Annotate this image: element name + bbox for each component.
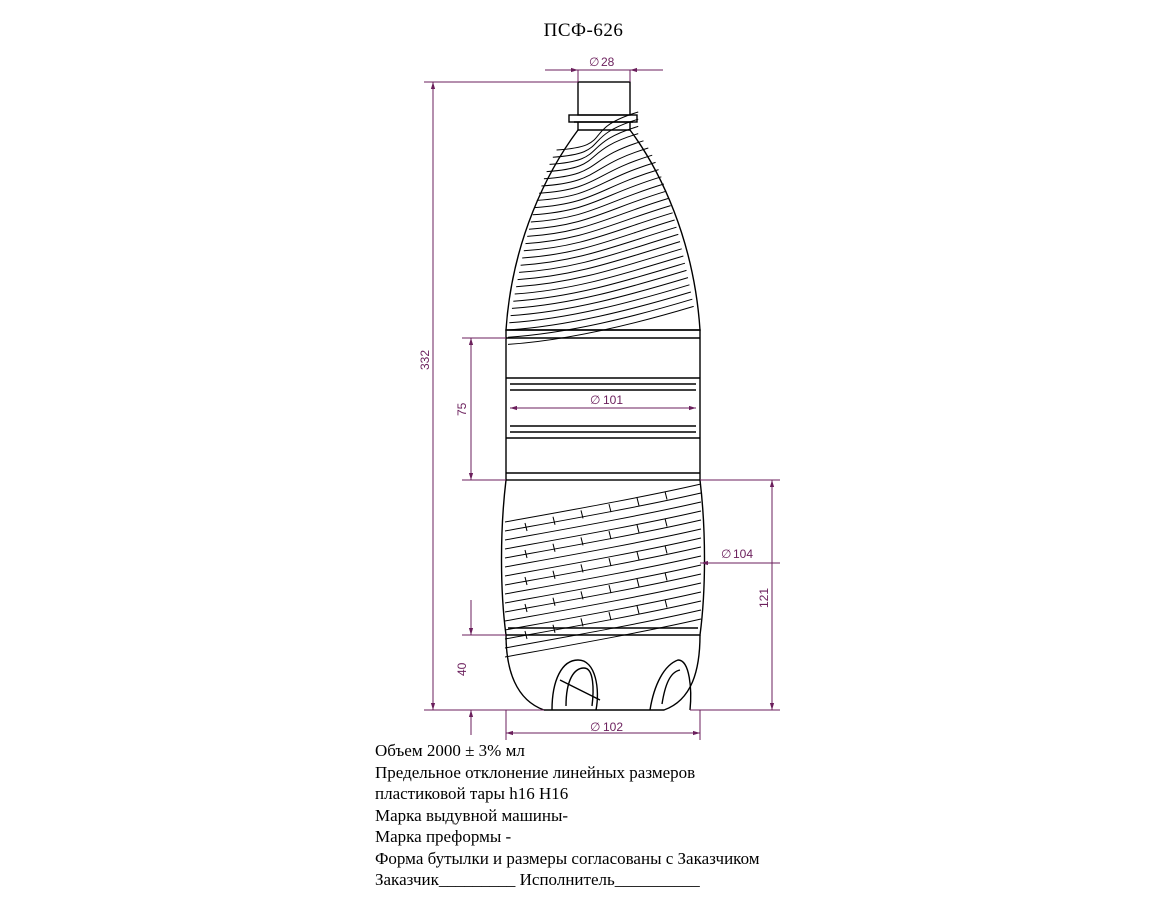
grip-rib-notch xyxy=(637,606,639,614)
bottle-shoulder xyxy=(506,130,700,330)
shoulder-rib xyxy=(509,285,689,323)
grip-rib-notch xyxy=(553,517,555,525)
shoulder-rib xyxy=(539,155,652,193)
grip-rib-notch xyxy=(609,558,611,566)
shoulder-rib xyxy=(516,249,682,287)
tolerance-note-line1: Предельное отклонение линейных размеров xyxy=(375,762,696,782)
grip-rib xyxy=(505,502,701,540)
volume-note: Объем 2000 ± 3% мл xyxy=(375,741,525,760)
shoulder-rib xyxy=(512,270,687,308)
base-height-label: 40 xyxy=(455,662,469,676)
svg-text:102: 102 xyxy=(603,720,624,734)
shoulder-rib xyxy=(535,170,659,208)
grip-rib-notch xyxy=(609,585,611,593)
grip-rib-notch xyxy=(665,492,667,500)
grip-rib-notch xyxy=(665,546,667,554)
shoulder-rib xyxy=(529,191,666,229)
svg-text:∅: ∅ xyxy=(589,55,600,69)
neck-diameter-label xyxy=(589,55,615,69)
base-feet xyxy=(552,660,691,710)
shoulder-rib xyxy=(524,213,673,251)
body-diameter-label xyxy=(721,547,753,561)
grip-rib-notch xyxy=(637,579,639,587)
svg-text:104: 104 xyxy=(733,547,754,561)
grip-rib-notch xyxy=(637,525,639,533)
petaloid-base xyxy=(506,635,700,710)
shoulder-rib xyxy=(508,299,692,337)
shoulder-rib xyxy=(519,234,678,272)
label-diameter-label xyxy=(590,393,623,407)
grip-rib-notch xyxy=(637,552,639,560)
svg-text:∅: ∅ xyxy=(590,720,601,734)
grip-rib-notch xyxy=(637,498,639,506)
grip-swirl-ribs xyxy=(505,484,701,657)
grip-rib-notch xyxy=(553,544,555,552)
drawing-title: ПСФ-626 xyxy=(543,20,624,41)
bottle-neck xyxy=(578,82,630,115)
shoulder-rib xyxy=(531,184,664,222)
grip-rib-notch xyxy=(609,612,611,620)
total-height-label: 332 xyxy=(418,349,432,370)
blow-machine-note: Марка выдувной машины- xyxy=(375,805,569,825)
grip-rib-notch xyxy=(609,504,611,512)
shoulder-rib xyxy=(518,242,680,280)
tolerance-note-line2: пластиковой тары h16 H16 xyxy=(375,784,569,803)
shoulder-rib xyxy=(527,198,668,236)
shoulder-rib xyxy=(508,292,691,330)
label-zone-height-label: 75 xyxy=(455,402,469,416)
base-diameter-label xyxy=(590,720,623,734)
lower-body-height-label: 121 xyxy=(757,587,771,608)
grip-rib-notch xyxy=(665,573,667,581)
svg-text:28: 28 xyxy=(601,55,615,69)
shoulder-rib xyxy=(522,220,674,258)
specification-notes xyxy=(375,740,760,891)
shoulder-rib xyxy=(521,227,677,265)
shoulder-rib xyxy=(513,263,685,301)
grip-rib xyxy=(505,493,701,531)
shoulder-rib xyxy=(537,162,656,200)
shoulder-rib xyxy=(533,177,662,215)
grip-rib-notch xyxy=(553,598,555,606)
svg-text:101: 101 xyxy=(603,393,624,407)
grip-rib-notch xyxy=(665,600,667,608)
shoulder-rib xyxy=(515,256,684,294)
shoulder-rib xyxy=(525,206,670,244)
signature-line: Заказчик_________ Исполнитель__________ xyxy=(375,870,700,889)
preform-note: Марка преформы - xyxy=(375,827,512,846)
grip-rib-notch xyxy=(553,571,555,579)
grip-rib-notch xyxy=(665,519,667,527)
shoulder-swirl-ribs xyxy=(508,112,694,344)
svg-text:∅: ∅ xyxy=(721,547,732,561)
svg-text:∅: ∅ xyxy=(590,393,601,407)
grip-rib xyxy=(505,484,701,522)
shoulder-rib xyxy=(511,278,688,316)
agreement-note: Форма бутылки и размеры согласованы с Заказчиком xyxy=(375,848,760,868)
grip-rib-notch xyxy=(609,531,611,539)
